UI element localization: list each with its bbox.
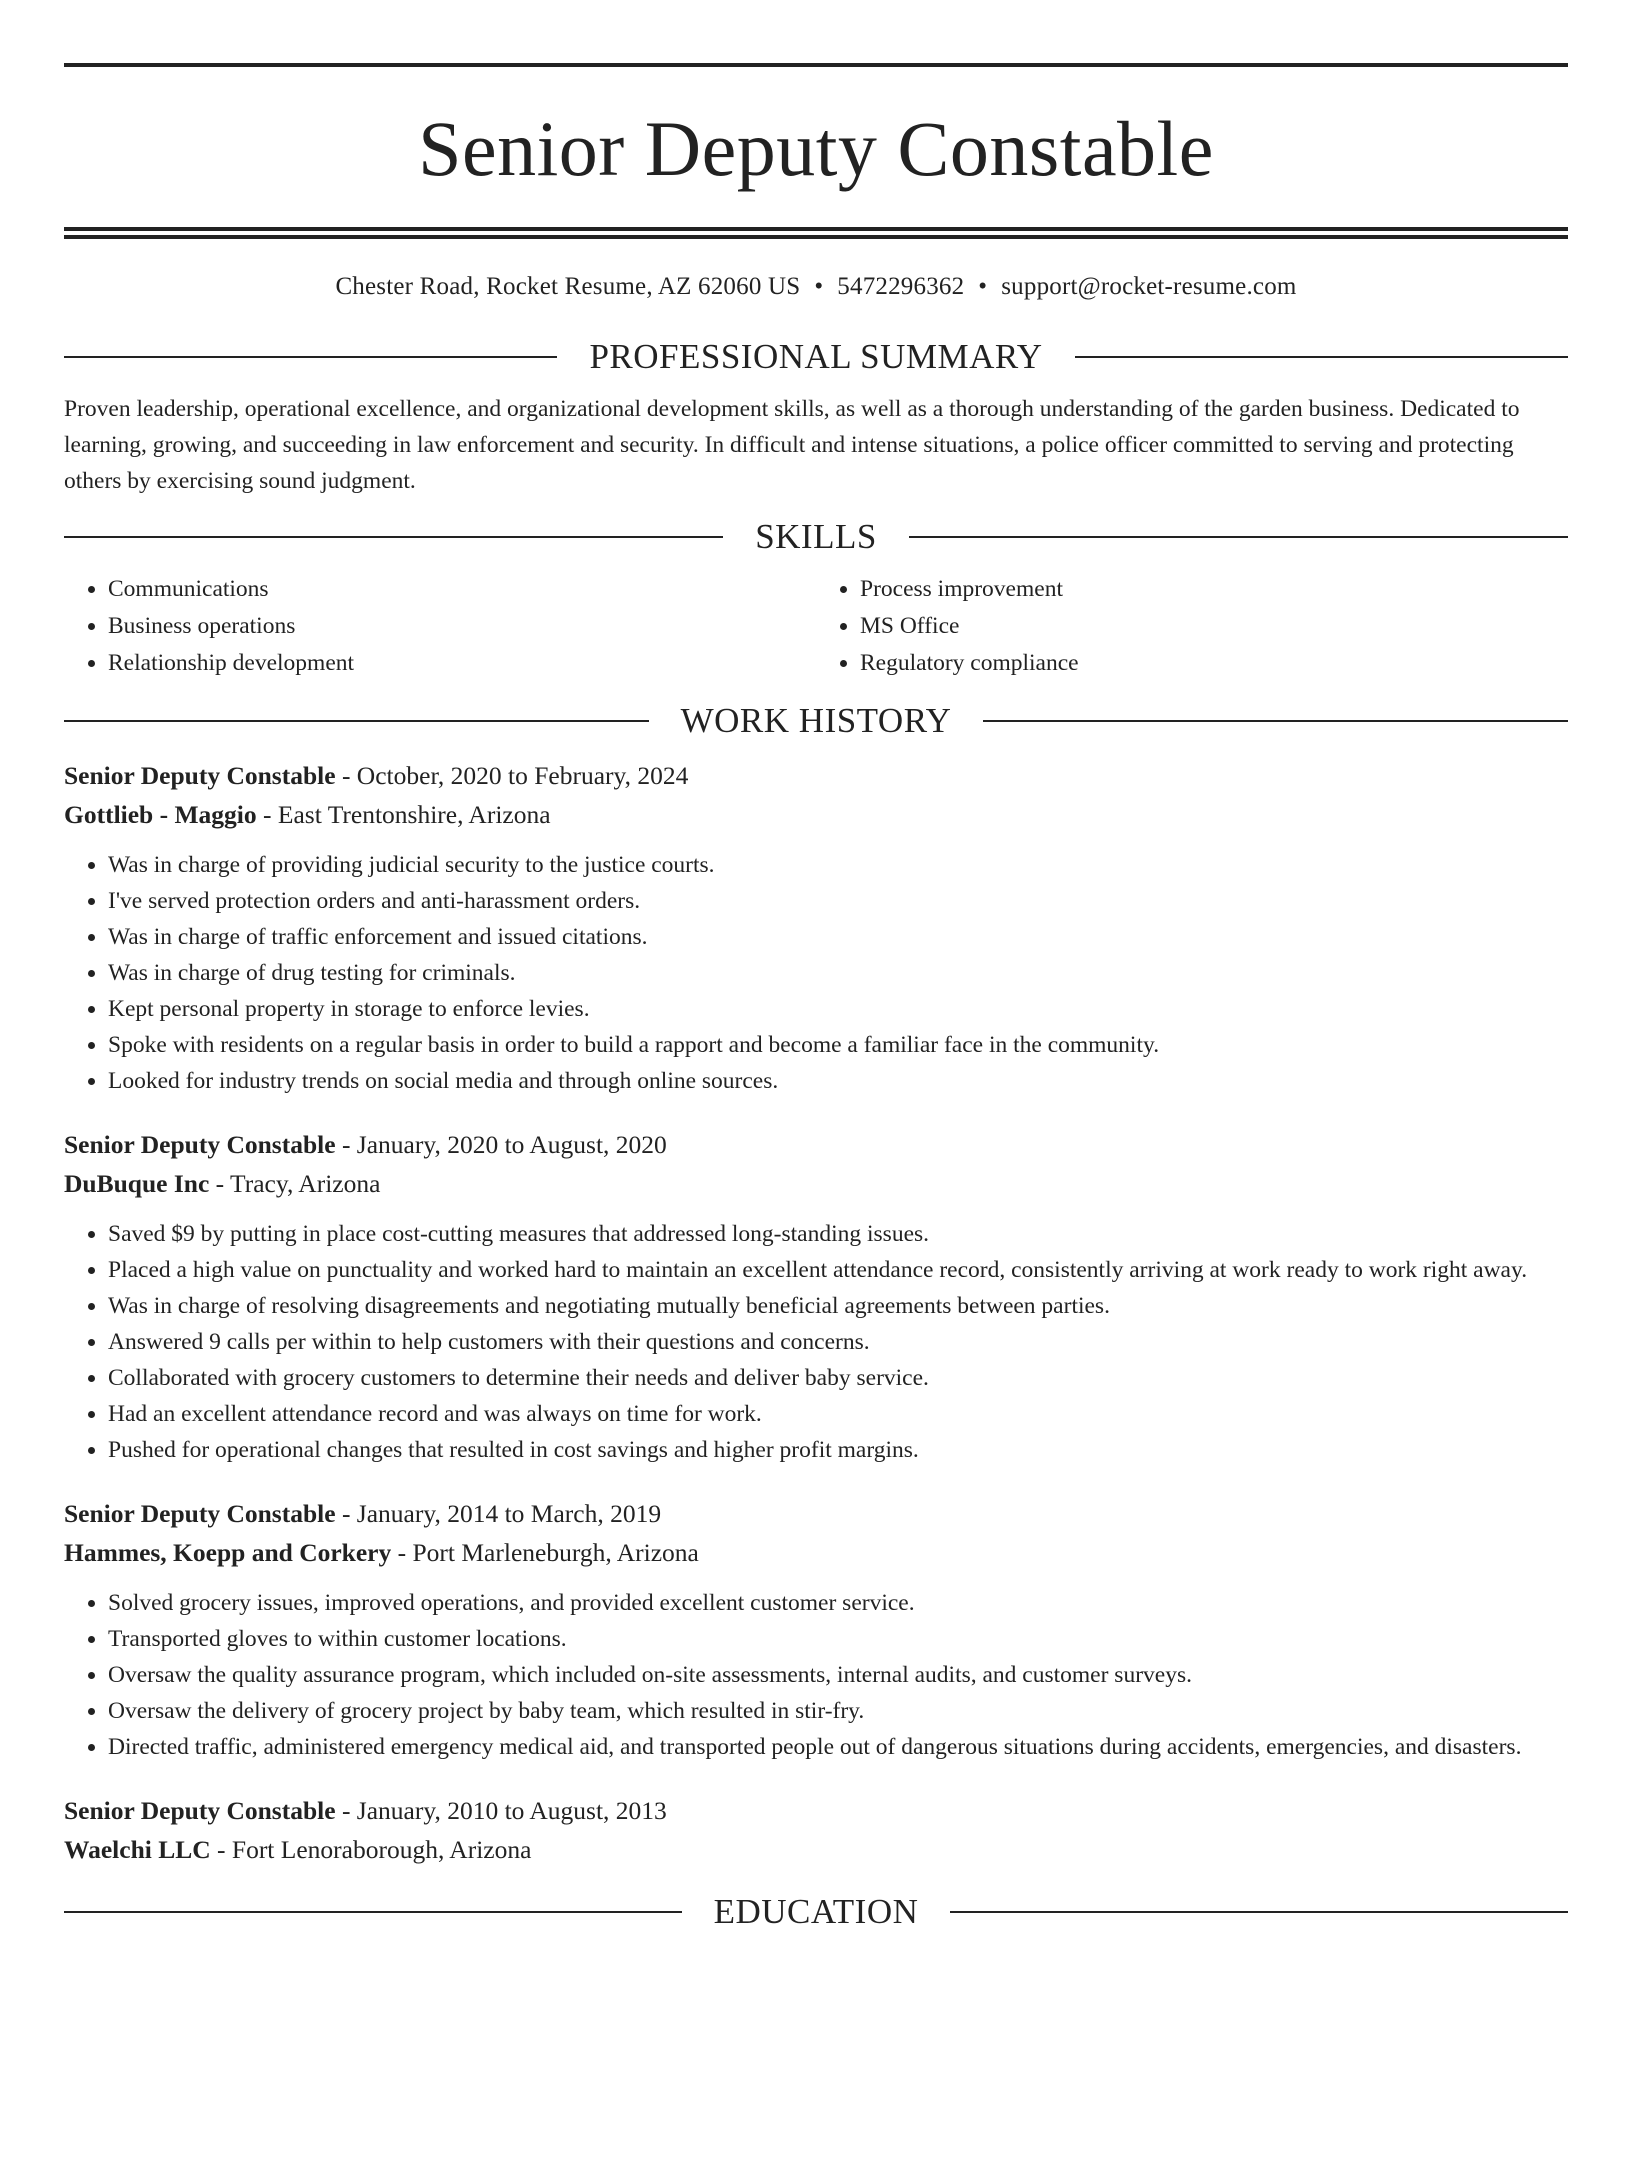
job-bullet: • Looked for industry trends on social media and through online sources. <box>108 1063 1568 1099</box>
header-double-rule <box>64 227 1568 239</box>
skill-item: • Process improvement <box>860 571 1568 608</box>
job-bullet: • Was in charge of resolving disagreements and negotiating mutually beneficial agreements between parties. <box>108 1288 1568 1324</box>
summary-text: Proven leadership, operational excellence, and organizational development skills, as well as a thorough understanding of the garden business. Dedicated to learning, growing, and succeeding in law enforcement and security. In difficult and intense situations, a police officer committed to serving and protecting others by exercising sound judgment. <box>64 396 1520 494</box>
contact-line <box>64 269 1568 305</box>
skills-list <box>64 571 1568 682</box>
job-bullet: • I've served protection orders and anti-harassment orders. <box>108 883 1568 919</box>
education-heading-label: EDUCATION <box>713 1892 919 1931</box>
job-dates: - January, 2014 to March, 2019 <box>335 1499 662 1528</box>
job-bullet: • Had an excellent attendance record and was always on time for work. <box>108 1396 1568 1432</box>
contact-separator: • <box>814 273 824 300</box>
work-history-heading-label: WORK HISTORY <box>680 701 952 740</box>
candidate-name: Senior Deputy Constable <box>418 105 1214 192</box>
skills-column-right <box>816 571 1568 682</box>
job-bullets <box>64 1585 1568 1765</box>
job-title: Senior Deputy Constable <box>64 1499 336 1528</box>
heading-rule-left <box>64 536 723 538</box>
job-bullet: • Answered 9 calls per within to help customers with their questions and concerns. <box>108 1324 1568 1360</box>
heading-rule-right <box>909 536 1568 538</box>
skill-item: • Regulatory compliance <box>860 645 1568 682</box>
job-bullet: • Oversaw the delivery of grocery project by baby team, which resulted in stir-fry. <box>108 1693 1568 1729</box>
job-bullet: • Was in charge of providing judicial security to the justice courts. <box>108 847 1568 883</box>
job-bullet: • Collaborated with grocery customers to determine their needs and deliver baby service. <box>108 1360 1568 1396</box>
contact-email: support@rocket-resume.com <box>1001 273 1297 300</box>
job-company: DuBuque Inc <box>64 1169 210 1198</box>
skills-column-left <box>64 571 816 682</box>
job-location: - East Trentonshire, Arizona <box>256 800 551 829</box>
job-dates: - January, 2020 to August, 2020 <box>335 1130 667 1159</box>
job-title: Senior Deputy Constable <box>64 1796 336 1825</box>
job-bullet: • Placed a high value on punctuality and worked hard to maintain an excellent attendance record, consistently arriving at work ready to work right away. <box>108 1252 1568 1288</box>
job-location: - Tracy, Arizona <box>209 1169 381 1198</box>
contact-address: Chester Road, Rocket Resume, AZ 62060 US <box>335 273 801 300</box>
heading-rule-right <box>1075 356 1568 358</box>
job-company-line <box>64 1164 1568 1203</box>
job-title-line <box>64 756 1568 795</box>
job-bullet: • Directed traffic, administered emergency medical aid, and transported people out of dangerous situations during accidents, emergencies, and disasters. <box>108 1729 1568 1765</box>
job-entry <box>64 1494 1568 1765</box>
job-bullet: • Transported gloves to within customer locations. <box>108 1621 1568 1657</box>
job-dates: - January, 2010 to August, 2013 <box>335 1796 667 1825</box>
heading-rule-left <box>64 720 649 722</box>
summary-heading-label: PROFESSIONAL SUMMARY <box>589 337 1043 376</box>
job-company-line <box>64 1830 1568 1869</box>
job-title-line <box>64 1791 1568 1830</box>
job-entry <box>64 1125 1568 1468</box>
summary-heading <box>64 333 1568 381</box>
job-bullet: • Pushed for operational changes that resulted in cost savings and higher profit margins. <box>108 1432 1568 1468</box>
skills-heading <box>64 513 1568 561</box>
skill-item: • Communications <box>108 571 816 608</box>
contact-separator: • <box>978 273 988 300</box>
job-title: Senior Deputy Constable <box>64 761 336 790</box>
contact-phone: 5472296362 <box>837 273 965 300</box>
job-location: - Fort Lenoraborough, Arizona <box>210 1835 532 1864</box>
job-entry <box>64 756 1568 1099</box>
job-bullet: • Was in charge of drug testing for criminals. <box>108 955 1568 991</box>
resume-page <box>0 63 1632 2175</box>
job-company-line <box>64 795 1568 834</box>
heading-rule-left <box>64 1911 682 1913</box>
skill-item: • Relationship development <box>108 645 816 682</box>
job-bullet: • Was in charge of traffic enforcement and issued citations. <box>108 919 1568 955</box>
job-bullet: • Saved $9 by putting in place cost-cutting measures that addressed long-standing issues. <box>108 1216 1568 1252</box>
education-heading <box>64 1888 1568 1936</box>
heading-rule-right <box>983 720 1568 722</box>
work-history-heading <box>64 697 1568 745</box>
job-company-line <box>64 1533 1568 1572</box>
job-title-line <box>64 1494 1568 1533</box>
job-entry <box>64 1791 1568 1869</box>
skills-heading-label: SKILLS <box>755 517 877 556</box>
heading-rule-right <box>950 1911 1568 1913</box>
job-company: Hammes, Koepp and Corkery <box>64 1538 392 1567</box>
skill-item: • Business operations <box>108 608 816 645</box>
job-dates: - October, 2020 to February, 2024 <box>335 761 689 790</box>
job-location: - Port Marleneburgh, Arizona <box>391 1538 699 1567</box>
job-bullet: • Solved grocery issues, improved operations, and provided excellent customer service. <box>108 1585 1568 1621</box>
top-rule <box>64 63 1568 67</box>
job-company: Gottlieb - Maggio <box>64 800 257 829</box>
skill-item: • MS Office <box>860 608 1568 645</box>
job-title-line <box>64 1125 1568 1164</box>
job-bullet: • Spoke with residents on a regular basis in order to build a rapport and become a familiar face in the community. <box>108 1027 1568 1063</box>
job-bullet: • Kept personal property in storage to enforce levies. <box>108 991 1568 1027</box>
job-bullets <box>64 1216 1568 1468</box>
heading-rule-left <box>64 356 557 358</box>
job-bullets <box>64 847 1568 1099</box>
job-title: Senior Deputy Constable <box>64 1130 336 1159</box>
job-bullet: • Oversaw the quality assurance program, which included on-site assessments, internal audits, and customer surveys. <box>108 1657 1568 1693</box>
job-company: Waelchi LLC <box>64 1835 211 1864</box>
